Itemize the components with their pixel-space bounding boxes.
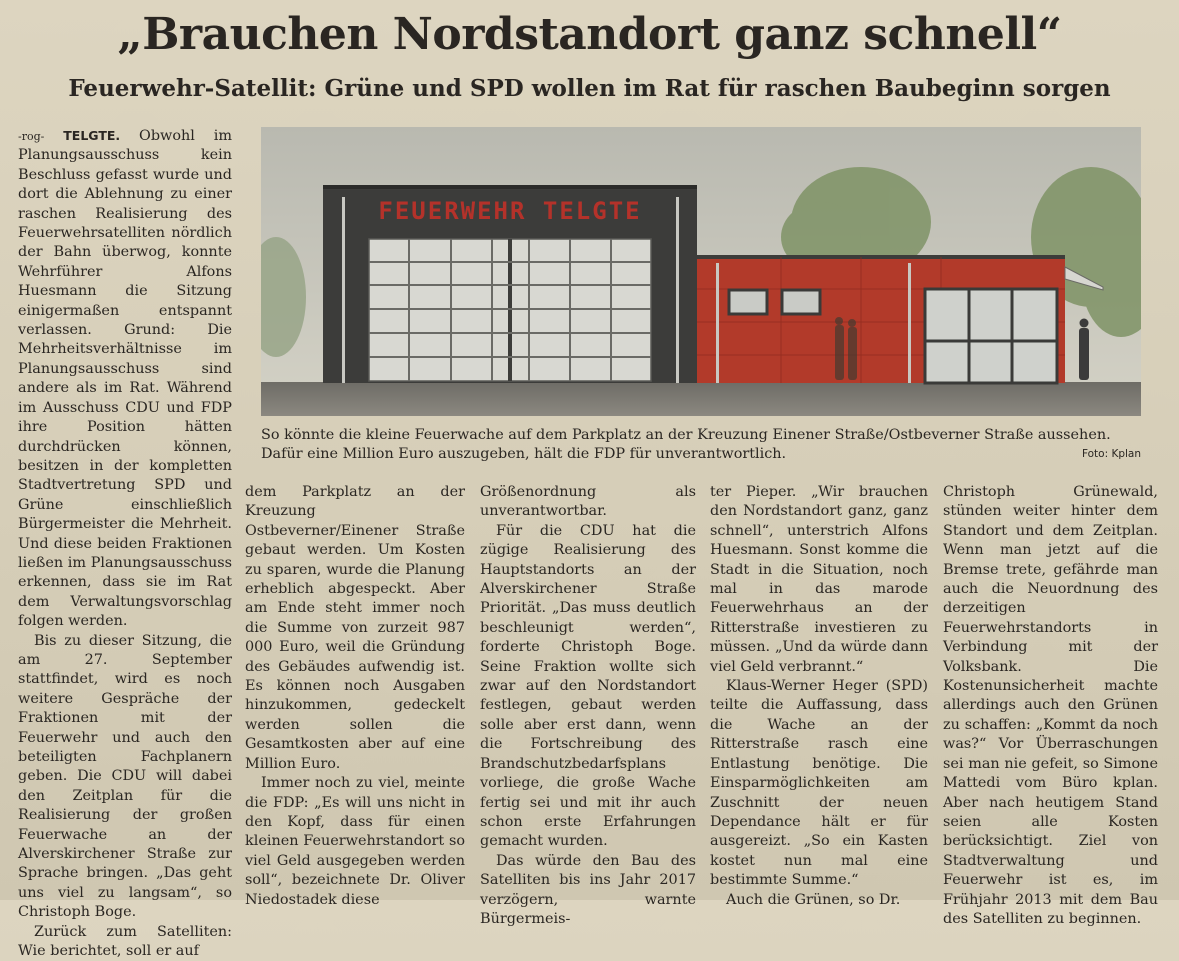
article-subheadline: Feuerwehr-Satellit: Grüne und SPD wollen im Rat für raschen Baubeginn sorgen: [68, 75, 1111, 102]
author-signature: -rog-: [18, 130, 45, 143]
paragraph: Christoph Grünewald, stünden weiter hinter dem Standort und dem Zeitplan. Wenn man jetzt auf die Bremse trete, gefährde man auch die Neuordnung des derzeitigen Feuerwehrstandorts in Verbindung mit der Volksbank. Die Kostenunsicherheit machte allerdings auch den Grünen zu schaffen: „Kommt da noch was?“ Vor Überraschungen sei man nie gefeit, so Simone Mattedi vom Büro kplan. Aber nach heutigem Stand seien alle Kosten berücksichtigt. Ziel von Stadtverwaltung und Feuerwehr ist es, im Frühjahr 2013 mit dem Bau des Satelliten zu beginnen.: [943, 484, 1158, 927]
firehouse-sign: FEUERWEHR TELGTE: [378, 197, 642, 225]
firehouse-rendering-image: [261, 127, 1141, 416]
paragraph-text: Obwohl im Planungsausschuss kein Beschluss gefasst wurde und dort die Ablehnung zu einer raschen Realisierung des Feuerwehrsatelliten nördlich der Bahn überwog, konnte Wehrführer Alfons Huesmann die Sitzung einigermaßen entspannt verlassen. Grund: Die Mehrheitsverhältnisse im Planungsausschuss sind andere als im Rat. Während im Ausschuss CDU und FDP ihre Position hätten durchdrücken können, besitzen in der kompletten Stadtvertretung SPD und Grüne einschließlich Bürgermeister die Mehrheit. Und diese beiden Fraktionen ließen im Planungsausschuss erkennen, dass sie im Rat dem Verwaltungsvorschlag folgen werden.: [18, 128, 233, 630]
paragraph: dem Parkplatz an der Kreuzung Ostbeverner/Einener Straße gebaut werden. Um Kosten zu sparen, wurde die Planung erheblich abgespeckt. Aber am Ende steht immer noch die Summe von zurzeit 987 000 Euro, weil die Gründung des Gebäudes aufwendig ist. Es können noch Ausgaben hinzukommen, gedeckelt werden sollen die Gesamtkosten aber auf eine Million Euro.: [245, 484, 465, 772]
paragraph: [18, 126, 232, 632]
paragraph: ter Pieper. „Wir brauchen den Nordstandort ganz, ganz schnell“, unterstrich Alfons Huesmann. Sonst komme die Stadt in die Situation, noch mal in das marode Feuerwehrhaus an der Ritterstraße investieren zu müssen. „Und da würde dann viel Geld verbrannt.“: [710, 484, 928, 675]
article-column-1: [18, 126, 232, 961]
dateline-location: TELGTE.: [63, 128, 121, 143]
paragraph: Klaus-Werner Heger (SPD) teilte die Auffassung, dass die Wache an der Ritterstraße rasch eine Entlastung benötige. Die Einsparmöglichkeiten am Zuschnitt der neuen Dependance hält er für ausgereizt. „So ein Kasten kostet nun mal eine bestimmte Summe.“: [710, 678, 928, 889]
article-headline: „Brauchen Nordstandort ganz schnell“: [117, 9, 1062, 60]
paragraph: Zurück zum Satelliten: Wie berichtet, soll er auf: [18, 923, 232, 960]
paragraph: Immer noch zu viel, meinte die FDP: „Es will uns nicht in den Kopf, dass für einen kleinen Feuerwehrstandort so viel Geld ausgegeben werden soll“, bezeichnete Dr. Oliver Niedostadek diese: [245, 775, 465, 908]
article-column-5: [943, 483, 1158, 929]
photo-credit: Foto: Kplan: [1081, 448, 1141, 460]
paragraph: Bis zu dieser Sitzung, die am 27. September stattfindet, wird es noch weitere Gespräche der Fraktionen mit der Feuerwehr und auch den beteiligten Fachplanern geben. Die CDU will dabei den Zeitplan für die Realisierung der großen Feuerwache an der Alverskirchener Straße zur Sprache bringen. „Das geht uns viel zu langsam“, so Christoph Boge.: [18, 632, 232, 921]
paragraph: Auch die Grünen, so Dr.: [726, 891, 901, 908]
paragraph: Größenordnung als unverantwortbar.: [480, 484, 696, 520]
article-column-3: [480, 483, 696, 929]
paragraph: Für die CDU hat die zügige Realisierung des Hauptstandorts an der Alverskirchener Straße Priorität. „Das muss deutlich beschleunigt werden“, forderte Christoph Boge. Seine Fraktion wollte sich zwar auf den Nordstandort festlegen, gebaut werden solle aber erst dann, wenn die Fortschreibung des Brandschutzbedarfsplans vorliege, die große Wache fertig sei und mit ihr auch schon erste Erfahrungen gemacht wurden.: [480, 522, 696, 850]
photo-caption: So könnte die kleine Feuerwache auf dem Parkplatz an der Kreuzung Einener Straße/Ostbeverner Straße aussehen. Dafür eine Million Euro auszugeben, hält die FDP für unverantwortlich.: [261, 427, 1111, 462]
article-column-2: [245, 483, 465, 910]
article-column-4: [710, 483, 928, 910]
paragraph: Das würde den Bau des Satelliten bis ins Jahr 2017 verzögern, warnte Bürgermeis-: [480, 852, 696, 927]
